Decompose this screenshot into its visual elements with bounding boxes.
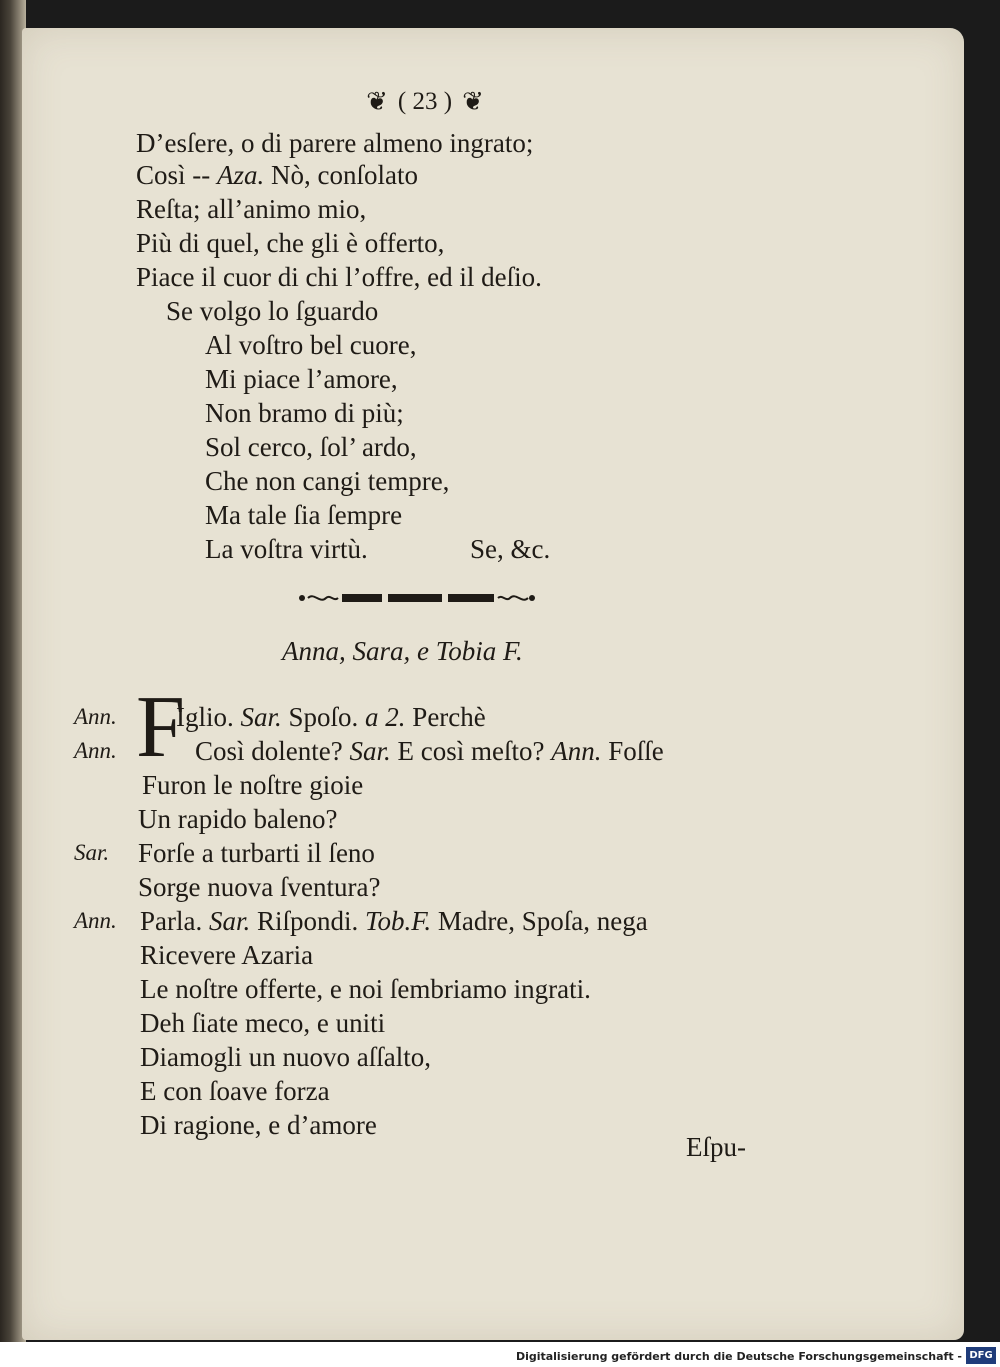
aria-line: Ma tale ſia ſempre — [205, 500, 403, 530]
speaker-label: Sar. — [208, 906, 251, 936]
dialogue-line: Un rapido baleno? — [138, 804, 338, 834]
scene-heading: Anna, Sara, e Tobia F. — [282, 636, 523, 666]
dialogue-text: Perchè — [405, 702, 486, 732]
verse-line: Reſta; all’animo mio, — [136, 194, 367, 224]
dialogue-line: Le noſtre offerte, e noi ſembriamo ingrati. — [140, 974, 591, 1004]
dialogue-text: Madre, Spoſa, nega — [431, 906, 648, 936]
dialogue-line — [176, 700, 486, 734]
ornamental-divider — [296, 590, 536, 606]
dfg-logo: DFG — [966, 1347, 996, 1364]
verse-line: Più di quel, che gli è offerto, — [136, 228, 445, 258]
aria-line: La voſtra virtù. — [205, 534, 368, 564]
dialogue-line: Ricevere Azaria — [140, 940, 314, 970]
dialogue-text: Così dolente? — [195, 736, 350, 766]
speaker-label: Aza. — [217, 160, 265, 190]
speaker-label: Tob.F. — [365, 906, 432, 936]
speaker-label: Ann. — [74, 704, 117, 729]
verse-line: Piace il cuor di chi l’offre, ed il deſio. — [136, 262, 542, 292]
dialogue-line: Deh ſiate meco, e uniti — [140, 1008, 386, 1038]
verse-text: Così -- — [136, 160, 217, 190]
speaker-label: Ann. — [74, 738, 117, 763]
ornament-icon: ❦ — [366, 87, 388, 116]
aria-line: Al voſtro bel cuore, — [205, 330, 417, 360]
dialogue-line — [195, 734, 664, 768]
speaker-label: Sar. — [349, 736, 391, 766]
aria-line: Mi piace l’amore, — [205, 364, 398, 394]
dialogue-text: Foſſe — [601, 736, 664, 766]
dialogue-text: Riſpondi. — [250, 906, 366, 936]
speaker-label: Sar. — [74, 840, 110, 865]
speaker-label: a 2. — [365, 702, 406, 732]
digitization-credit: Digitalisierung gefördert durch die Deutsche Forschungsgemeinschaft - — [515, 1350, 962, 1363]
verse-line: D’esſere, o di parere almeno ingrato; — [136, 128, 534, 158]
catchword: Eſpu- — [686, 1132, 746, 1162]
verse-line — [136, 158, 418, 192]
aria-line: Non bramo di più; — [205, 398, 404, 428]
page-header — [310, 85, 540, 119]
dialogue-line: Sorge nuova ſventura? — [138, 872, 381, 902]
aria-line: Se volgo lo ſguardo — [166, 296, 379, 326]
ornament-icon: ❦ — [462, 87, 484, 116]
dialogue-line: Furon le noſtre gioie — [142, 770, 364, 800]
dialogue-text: E così meſto? — [390, 736, 552, 766]
dialogue-line: Forſe a turbarti il ſeno — [138, 838, 375, 868]
aria-line: Sol cerco, ſol’ ardo, — [205, 432, 417, 462]
speaker-label: Sar. — [240, 702, 282, 732]
dialogue-line: E con ſoave forza — [140, 1076, 330, 1106]
dialogue-line: Diamogli un nuovo aſſalto, — [140, 1042, 431, 1072]
drop-cap: F — [136, 679, 185, 776]
speaker-label: Ann. — [74, 908, 117, 933]
dialogue-text: Spoſo. — [281, 702, 366, 732]
dialogue-text: Iglio. — [176, 702, 241, 732]
aria-line: Che non cangi tempre, — [205, 466, 450, 496]
dialogue-line: Di ragione, e d’amore — [140, 1110, 377, 1140]
speaker-label: Ann. — [551, 736, 602, 766]
dialogue-line — [140, 904, 648, 938]
verse-text: Nò, conſolato — [264, 160, 418, 190]
page-number: ( 23 ) — [397, 88, 453, 115]
dialogue-text: Parla. — [140, 906, 209, 936]
aria-repeat: Se, &c. — [470, 534, 551, 564]
